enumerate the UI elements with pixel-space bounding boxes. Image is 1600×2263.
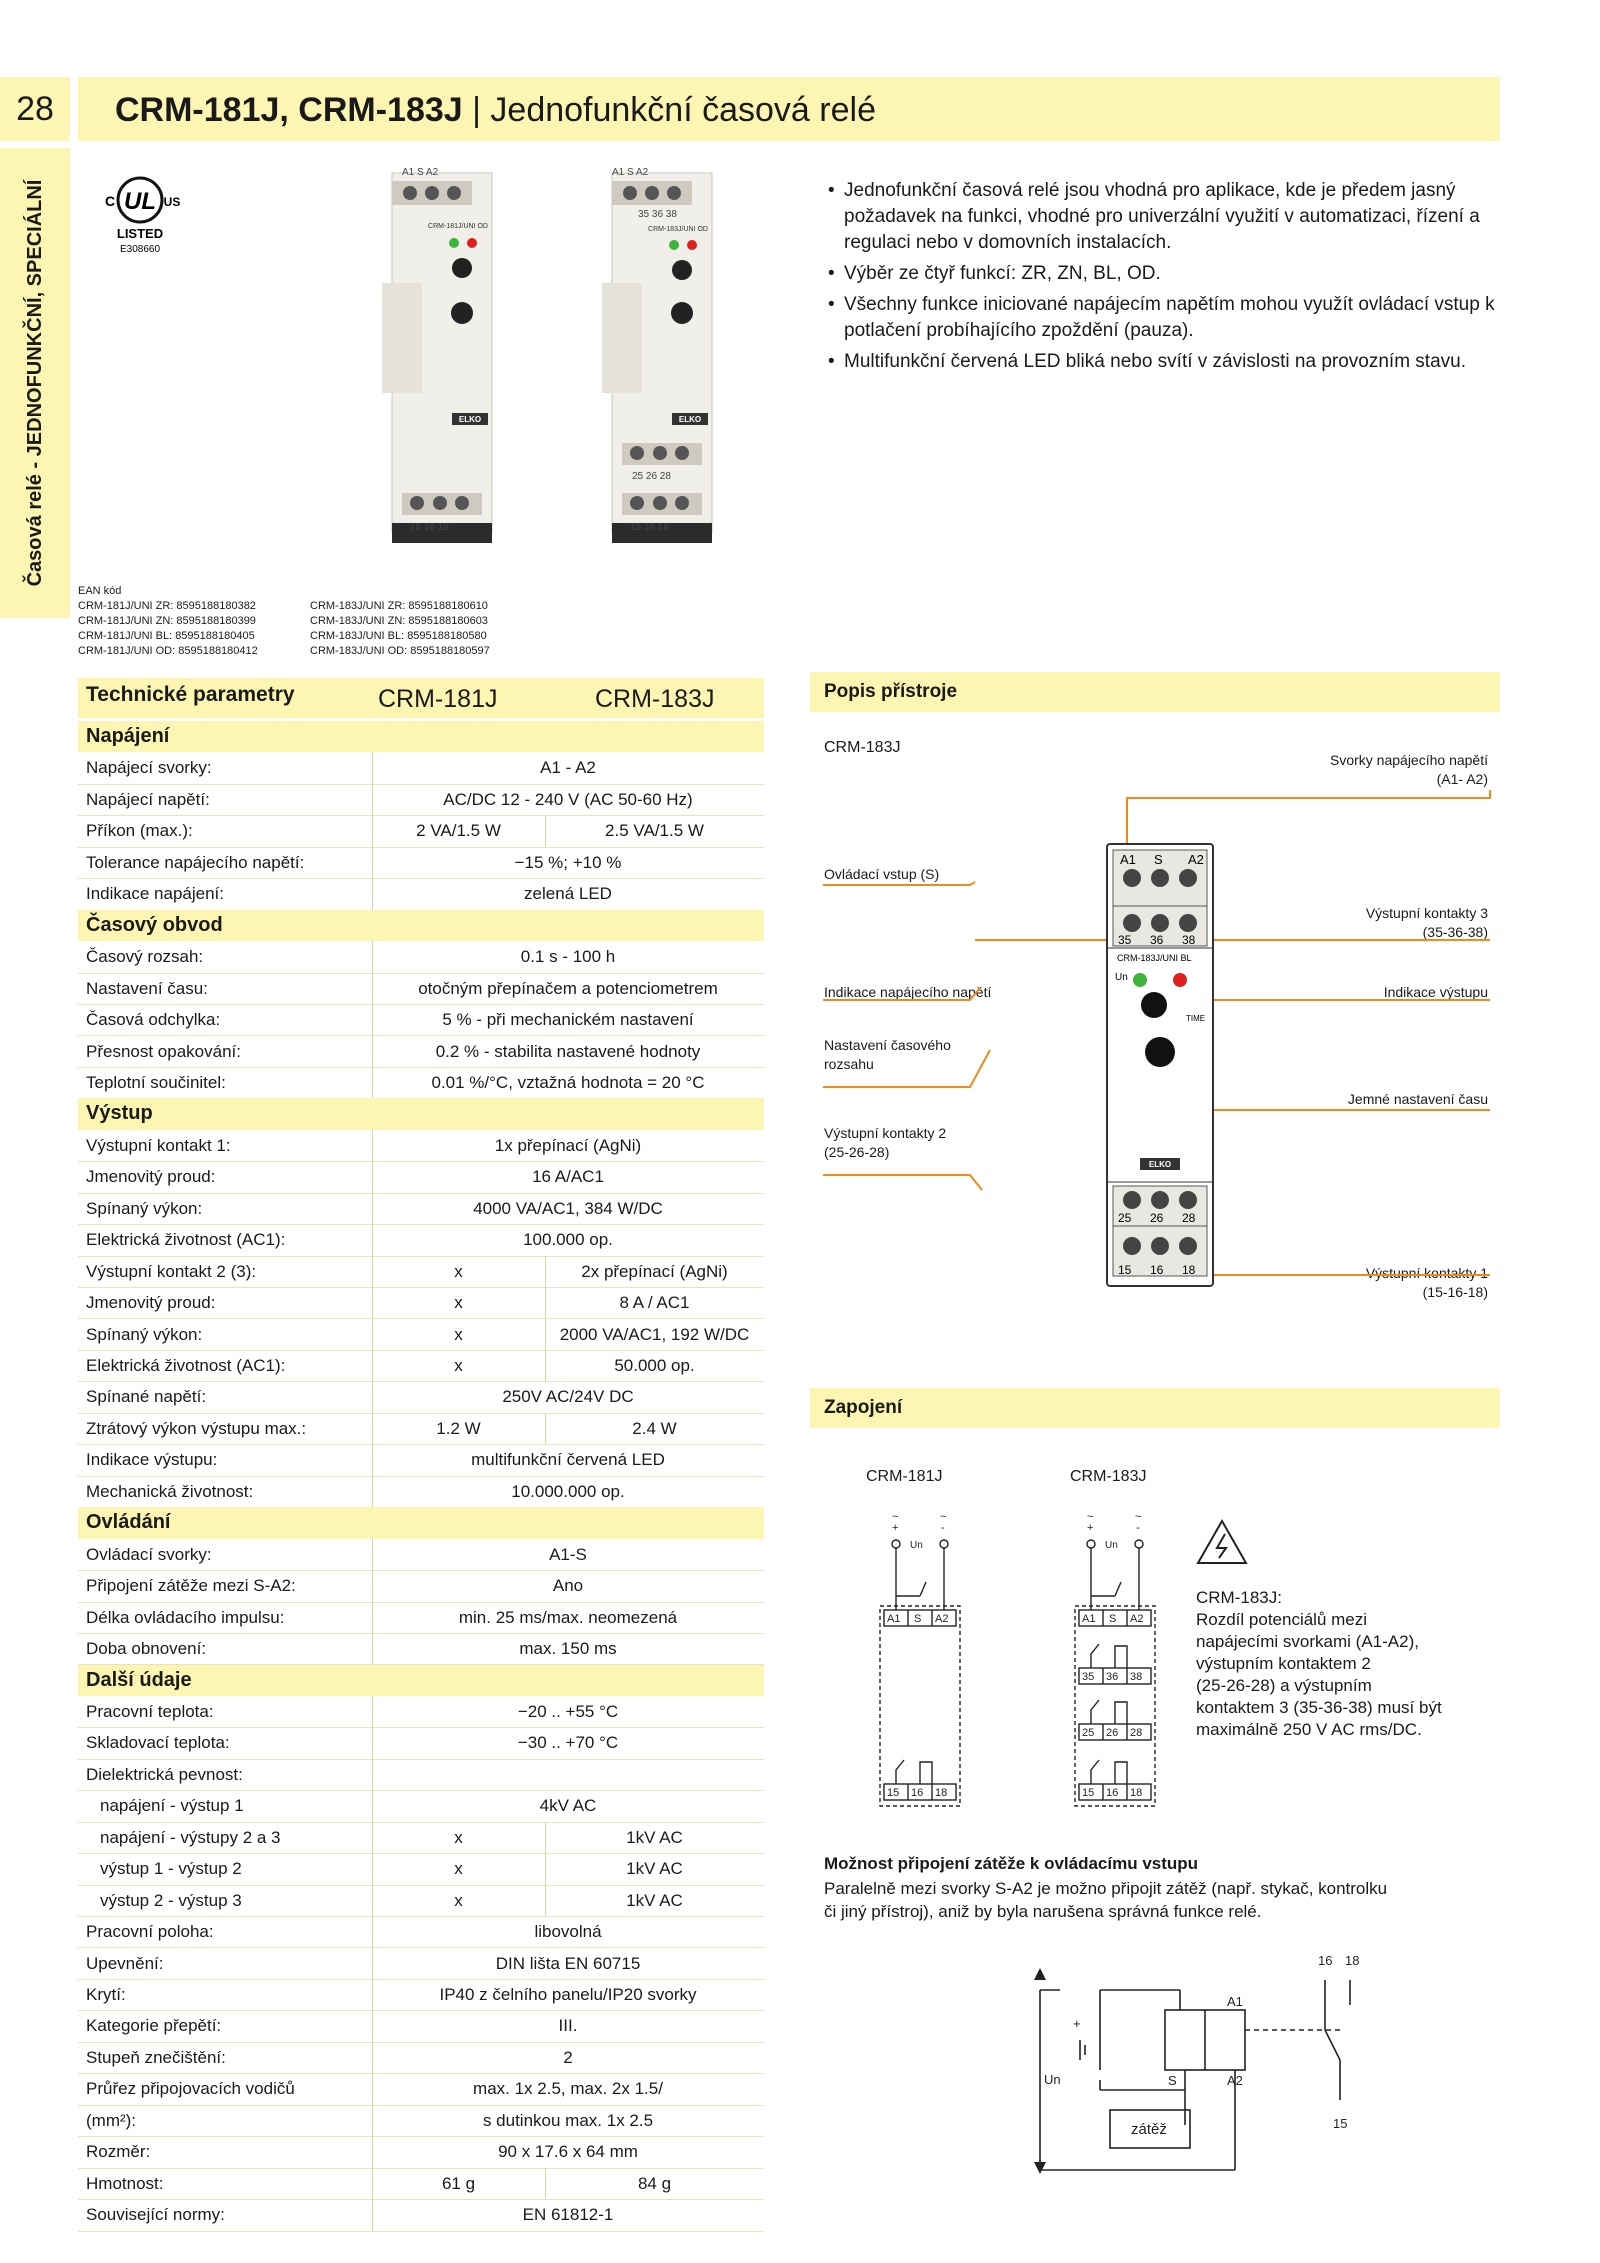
label-output-2: Výstupní kontakty 2: [824, 1125, 947, 1141]
tech-row-label: Kategorie přepětí:: [86, 2016, 222, 2036]
w183-25: 25: [1082, 1727, 1095, 1739]
tech-value-both: A1 - A2: [540, 758, 596, 778]
wiring-note-line: napájecími svorkami (A1-A2),: [1196, 1632, 1419, 1651]
tech-value-both: min. 25 ms/max. neomezená: [458, 1607, 678, 1627]
tech-row-label: Pracovní poloha:: [86, 1922, 214, 1942]
tech-value-both: IP40 z čelního panelu/IP20 svorky: [439, 1985, 697, 2004]
intro-bullet: • Výběr ze čtyř funkcí: ZR, ZN, BL, OD.: [828, 261, 1500, 287]
tech-value-both: 16 A/AC1: [532, 1167, 604, 1187]
tech-row: [78, 1948, 764, 1980]
tech-value-both: 90 x 17.6 x 64 mm: [498, 2142, 638, 2162]
sidebar-label: Časová relé - JEDNOFUNKČNÍ, SPECIÁLNÍ: [24, 179, 46, 587]
tech-row: [78, 1790, 764, 1822]
tech-row-label: Přesnost opakování:: [86, 1041, 241, 1061]
photo2-top-terminals-2: 35 36 38: [638, 209, 677, 220]
ld-16: 16: [1318, 1953, 1333, 1968]
tech-section-label: Další údaje: [86, 1668, 192, 1691]
tech-row-label: Jmenovitý proud:: [86, 1293, 216, 1313]
w183-16: 16: [1106, 1787, 1119, 1799]
tech-value-crm181j: 61 g: [441, 2173, 476, 2193]
tech-row: [78, 2105, 764, 2137]
ean-line: CRM-183J/UNI ZR: 8595188180610: [310, 600, 488, 612]
tech-value-both: s dutinkou max. 1x 2.5: [482, 2110, 654, 2130]
ld-18: 18: [1345, 1953, 1360, 1968]
tech-value-both: Ano: [552, 1576, 584, 1596]
ul-file: E308660: [119, 244, 161, 255]
tech-row: [78, 1539, 764, 1571]
tech-row: [78, 941, 764, 973]
tech-value-both: 4kV AC: [539, 1796, 597, 1816]
tech-row: [78, 973, 764, 1005]
w181-15: 15: [887, 1787, 900, 1799]
tech-row-label: Nastavení času:: [86, 978, 208, 998]
tech-value-both: zelená LED: [524, 884, 612, 904]
tech-col-crm181j: CRM-181J: [378, 685, 498, 713]
tech-row-label: Mechanická životnost:: [86, 1481, 254, 1501]
load-option-line: či jiný přístroj), aniž by byla narušena správná funkce relé.: [824, 1902, 1262, 1921]
terminal-36: 36: [1150, 933, 1164, 947]
tech-row: [78, 1130, 764, 1162]
tilde-181j-2: ~: [940, 1511, 947, 1523]
device-photo-crm181j: [362, 163, 502, 553]
terminal-25: 25: [1118, 1211, 1132, 1225]
tech-value-crm181j: x: [454, 1324, 463, 1344]
label-supply-led: Indikace napájecího napětí: [824, 984, 992, 1000]
tech-row: [78, 1224, 764, 1256]
tech-value-crm183j: 8 A / AC1: [619, 1293, 690, 1313]
tech-row-label: Indikace výstupu:: [86, 1450, 218, 1470]
tech-value-both: A1-S: [549, 1544, 587, 1564]
load-connection-diagram: [1020, 1950, 1380, 2180]
page-title: [115, 88, 876, 132]
tech-row-label: výstup 1 - výstup 2: [100, 1859, 242, 1879]
tech-value-crm183j: 1kV AC: [626, 1827, 683, 1847]
w183-26: 26: [1106, 1727, 1119, 1739]
un-181j: Un: [910, 1540, 923, 1551]
tech-value-both: 250V AC/24V DC: [502, 1387, 634, 1407]
ean-line: CRM-183J/UNI ZN: 8595188180603: [310, 615, 488, 627]
photo1-top-terminals: A1 S A2: [402, 167, 439, 178]
un-indicator-label: Un: [1115, 972, 1128, 983]
tech-row-label: Tolerance napájecího napětí:: [86, 852, 305, 872]
w183-35: 35: [1082, 1671, 1095, 1683]
tech-row: [78, 1287, 764, 1319]
terminal-16: 16: [1150, 1263, 1164, 1277]
tech-row: [78, 1444, 764, 1476]
tech-value-both: max. 1x 2.5, max. 2x 1.5/: [473, 2079, 663, 2099]
tech-row: [78, 1036, 764, 1068]
tech-row: [78, 752, 764, 784]
tech-value-both: III.: [558, 2016, 578, 2036]
tech-row: [78, 1822, 764, 1854]
w183-38: 38: [1130, 1671, 1143, 1683]
tech-section-header: [78, 721, 764, 752]
tech-value-both: otočným přepínačem a potenciometrem: [418, 978, 718, 998]
wiring-note-line: Rozdíl potenciálů mezi: [1196, 1610, 1368, 1629]
tech-value-both: 2: [563, 2047, 573, 2067]
load-option-title: Možnost připojení zátěže k ovládacímu vstupu: [824, 1854, 1199, 1873]
tech-value-crm181j: 1.2 W: [436, 1418, 481, 1438]
tech-row: [78, 2010, 764, 2042]
ean-column-183j: [310, 599, 490, 659]
tech-value-crm181j: x: [454, 1890, 463, 1910]
tech-row-label: Připojení zátěže mezi S-A2:: [86, 1576, 296, 1596]
tech-row-label: výstup 2 - výstup 3: [100, 1890, 242, 1910]
output-led-icon: [1173, 973, 1187, 987]
tech-row: [78, 1759, 764, 1791]
tech-row-label: Příkon (max.):: [86, 821, 193, 841]
ul-listed: LISTED: [116, 226, 164, 241]
tech-value-both: EN 61812-1: [522, 2205, 614, 2225]
tech-row: [78, 2199, 764, 2231]
ld-load: zátěž: [1131, 2121, 1167, 2138]
label-fine-setting: Jemné nastavení času: [1347, 1091, 1488, 1107]
tech-row-label: Jmenovitý proud:: [86, 1167, 216, 1187]
tech-row-label: Krytí:: [86, 1985, 126, 2004]
wiring-diagrams: [860, 1510, 1180, 1830]
tech-value-both: 0.1 s - 100 h: [520, 947, 616, 967]
tech-row-label: Spínaný výkon:: [86, 1198, 203, 1218]
tech-row: [78, 815, 764, 847]
range-dial-icon: [1141, 992, 1167, 1018]
photo2-brand: ELKO: [678, 415, 702, 424]
tech-value-crm181j: x: [454, 1293, 463, 1313]
tech-row-label: Časový rozsah:: [86, 947, 204, 967]
tech-row: [78, 1696, 764, 1728]
device-description-diagram: [810, 790, 1500, 1300]
wiring-title-181j: CRM-181J: [866, 1468, 943, 1485]
zapojeni-section-bar: [810, 1388, 1500, 1428]
label-output-1b: (15-16-18): [1422, 1284, 1488, 1300]
tech-row-label: Spínané napětí:: [86, 1387, 207, 1407]
intro-bullet: • Jednofunkční časová relé jsou vhodná pro aplikace, kde je předem jasný požadavek na funkci, vhodné pro univerzální využití v automatizaci, řízení a regulaci nebo v domovních instalacích.: [828, 178, 1500, 256]
tech-value-both: AC/DC 12 - 240 V (AC 50-60 Hz): [443, 789, 693, 809]
tech-row: [78, 1633, 764, 1665]
wiring-title-183j: CRM-183J: [1070, 1468, 1147, 1485]
tech-section-header: [78, 910, 764, 941]
photo1-brand: ELKO: [458, 415, 482, 424]
tech-col-crm183j: CRM-183J: [595, 685, 715, 713]
terminal-28: 28: [1182, 1211, 1196, 1225]
terminal-a2: A2: [1188, 852, 1204, 867]
ul-c: C: [104, 193, 116, 209]
tech-row-label: Ovládací svorky:: [86, 1544, 212, 1564]
tech-value-crm181j: x: [454, 1859, 463, 1879]
tech-value-crm181j: x: [454, 1261, 463, 1281]
tech-row-label: Indikace napájení:: [86, 884, 224, 904]
label-output-2b: (25-26-28): [824, 1144, 890, 1160]
terminal-15: 15: [1118, 1263, 1132, 1277]
ean-column-181j: [78, 599, 258, 659]
wiring-note-line: kontaktem 3 (35-36-38) musí být: [1196, 1698, 1442, 1717]
tech-value-both: 0.01 %/°C, vztažná hodnota = 20 °C: [431, 1072, 705, 1092]
tech-row-label: Ztrátový výkon výstupu max.:: [86, 1418, 307, 1438]
tech-row: [78, 1602, 764, 1634]
terminal-s: S: [1154, 852, 1163, 867]
tech-row: [78, 878, 764, 910]
time-label: TIME: [1186, 1014, 1206, 1023]
tech-row: [78, 1381, 764, 1413]
intro-bullet: • Multifunkční červená LED bliká nebo svítí v závislosti na provozním stavu.: [828, 349, 1500, 375]
w181-a1: A1: [887, 1613, 901, 1625]
tech-value-crm181j: x: [454, 1356, 463, 1375]
w181-a2: A2: [935, 1613, 949, 1625]
tech-value-both: libovolná: [534, 1922, 602, 1942]
tech-row-label: Elektrická životnost (AC1):: [86, 1356, 286, 1375]
terminal-a1: A1: [1120, 852, 1136, 867]
tech-row-label: Pracovní teplota:: [86, 1701, 214, 1721]
w183-36: 36: [1106, 1671, 1119, 1683]
tech-row-label: Výstupní kontakt 1:: [86, 1135, 231, 1155]
ean-line: CRM-181J/UNI BL: 8595188180405: [78, 630, 255, 642]
tech-row: [78, 1916, 764, 1948]
w181-18: 18: [935, 1787, 948, 1799]
minus-183j: -: [1136, 1522, 1140, 1534]
tech-row: [78, 1193, 764, 1225]
label-output-3: Výstupní kontakty 3: [1365, 905, 1488, 921]
tech-value-both: multifunkční červená LED: [471, 1450, 665, 1470]
tilde-183j-2: ~: [1135, 1511, 1142, 1523]
photo2-bottom-terminals: 15 16 18: [630, 522, 669, 533]
ean-line: CRM-183J/UNI BL: 8595188180580: [310, 630, 487, 642]
w183-a2: A2: [1130, 1613, 1144, 1625]
tech-row-label: napájení - výstupy 2 a 3: [100, 1827, 281, 1847]
tech-row-label: Výstupní kontakt 2 (3):: [86, 1261, 257, 1281]
ean-line: CRM-181J/UNI OD: 8595188180412: [78, 645, 258, 657]
tech-row: [78, 1067, 764, 1099]
popis-model: CRM-183J: [824, 739, 901, 756]
popis-title: Popis přístroje: [824, 681, 958, 702]
w183-28: 28: [1130, 1727, 1143, 1739]
tech-row: [78, 2136, 764, 2168]
intro-bullet-list: [828, 178, 1500, 380]
tech-row-label: Dielektrická pevnost:: [86, 1764, 243, 1784]
tech-row-label: Napájecí svorky:: [86, 758, 212, 778]
label-supply-terminals: Svorky napájecího napětí: [1330, 752, 1488, 768]
wiring-note-title: CRM-183J:: [1196, 1588, 1282, 1607]
tech-row: [78, 1413, 764, 1445]
w181-s: S: [914, 1613, 922, 1625]
tech-row: [78, 1570, 764, 1602]
wiring-note: [1196, 1587, 1496, 1741]
tech-value-crm181j: x: [454, 1827, 463, 1847]
label-output-led: Indikace výstupu: [1383, 984, 1488, 1000]
tech-value-crm183j: 2.4 W: [632, 1418, 677, 1438]
terminal-35: 35: [1118, 933, 1132, 947]
tech-row-label: Hmotnost:: [86, 2173, 164, 2193]
tech-row: [78, 1256, 764, 1288]
tech-value-both: 100.000 op.: [523, 1230, 613, 1250]
ean-title: EAN kód: [78, 585, 122, 597]
tech-value-both: DIN lišta EN 60715: [495, 1953, 641, 1973]
tech-row-label: Elektrická životnost (AC1):: [86, 1230, 286, 1250]
tech-value-both: 5 % - při mechanickém nastavení: [442, 1010, 694, 1030]
ld-a1: A1: [1227, 1994, 1243, 2009]
tech-row-label: Spínaný výkon:: [86, 1324, 203, 1344]
plus-183j: +: [1087, 1522, 1094, 1534]
tech-section-header: [78, 1507, 764, 1538]
tech-row-label: Skladovací teplota:: [86, 1733, 230, 1753]
device-name: CRM-183J/UNI BL: [1117, 953, 1192, 963]
tech-row: [78, 1727, 764, 1759]
photo1-label: CRM-181J/UNI OD: [428, 223, 488, 230]
ul-listed-logo: [80, 172, 200, 262]
tech-value-both: −30 .. +70 °C: [517, 1733, 619, 1753]
tech-table-title: Technické parametry: [86, 683, 295, 706]
tech-section-label: Napájení: [86, 725, 170, 747]
ld-15: 15: [1333, 2116, 1348, 2131]
fine-dial-icon: [1145, 1037, 1175, 1067]
tech-value-crm181j: 2 VA/1.5 W: [416, 821, 501, 841]
tech-row: [78, 1319, 764, 1351]
tech-row-label: (mm²):: [86, 2110, 137, 2130]
tech-row: [78, 2042, 764, 2074]
terminal-26: 26: [1150, 1211, 1164, 1225]
label-range-setting: Nastavení časového: [824, 1037, 951, 1053]
ld-s: S: [1168, 2073, 1177, 2088]
tech-row-label: Časová odchylka:: [86, 1010, 221, 1030]
tech-value-both: −15 %; +10 %: [514, 852, 622, 872]
tech-row: [78, 1161, 764, 1193]
tech-section-label: Výstup: [86, 1102, 153, 1125]
ean-line: CRM-183J/UNI OD: 8595188180597: [310, 645, 490, 657]
tech-row-label: Upevnění:: [86, 1953, 164, 1973]
wiring-note-line: výstupním kontaktem 2: [1196, 1654, 1371, 1673]
supply-led-icon: [1133, 973, 1147, 987]
tech-value-crm183j: 1kV AC: [626, 1890, 683, 1910]
photo2-bottom-terminals-2: 25 26 28: [632, 471, 671, 482]
page-number: 28: [0, 77, 70, 141]
ld-plus: +: [1073, 2016, 1081, 2031]
tech-row: [78, 784, 764, 816]
load-option-text: [824, 1877, 1387, 1923]
ld-un: Un: [1044, 2072, 1061, 2087]
tech-value-crm183j: 2.5 VA/1.5 W: [605, 821, 704, 841]
tech-row: [78, 1885, 764, 1917]
tech-row-label: Doba obnovení:: [86, 1639, 207, 1659]
tech-row: [78, 1350, 764, 1382]
minus-181j: -: [941, 1522, 945, 1534]
tech-section-label: Ovládání: [86, 1511, 171, 1534]
device-photo-crm183j: [582, 163, 722, 553]
photo1-bottom-terminals: 15 16 18: [410, 522, 449, 533]
label-range-setting-2: rozsahu: [824, 1056, 874, 1072]
zapojeni-title: Zapojení: [824, 1397, 903, 1418]
w183-18: 18: [1130, 1787, 1143, 1799]
tech-section-header: [78, 1665, 764, 1696]
tech-row-label: napájení - výstup 1: [100, 1796, 244, 1816]
label-output-3b: (35-36-38): [1422, 924, 1488, 940]
tech-value-crm183j: 50.000 op.: [614, 1356, 695, 1375]
tech-row-label: Délka ovládacího impulsu:: [86, 1607, 285, 1627]
tech-row: [78, 2073, 764, 2105]
ul-mark: UL: [124, 188, 156, 215]
tech-row: [78, 847, 764, 879]
device-brand: ELKO: [1148, 1160, 1172, 1169]
w183-a1: A1: [1082, 1613, 1096, 1625]
tech-row: [78, 1004, 764, 1036]
tech-value-crm183j: 1kV AC: [626, 1859, 683, 1879]
ul-us: US: [163, 195, 181, 209]
un-183j: Un: [1105, 1540, 1118, 1551]
tech-value-crm183j: 84 g: [637, 2173, 672, 2193]
photo2-top-terminals: A1 S A2: [612, 167, 649, 178]
tech-section-label: Časový obvod: [86, 913, 223, 936]
tech-row-label: Napájecí napětí:: [86, 789, 210, 809]
tech-value-crm183j: 2000 VA/AC1, 192 W/DC: [559, 1324, 750, 1344]
tech-section-header: [78, 1098, 764, 1129]
photo2-label: CRM-183J/UNI OD: [648, 226, 708, 233]
intro-bullet: • Všechny funkce iniciované napájecím napětím mohou využít ovládací vstup k potlačení probíhajícího zpoždění (pauza).: [828, 292, 1500, 344]
plus-181j: +: [892, 1522, 899, 1534]
ean-line: CRM-181J/UNI ZR: 8595188180382: [78, 600, 256, 612]
w183-s: S: [1109, 1613, 1117, 1625]
tilde-181j-1: ~: [892, 1511, 899, 1523]
tech-value-both: −20 .. +55 °C: [517, 1701, 619, 1721]
tech-row-label: Teplotní součinitel:: [86, 1072, 226, 1092]
terminal-38: 38: [1182, 933, 1196, 947]
label-supply-terminals-2: (A1- A2): [1436, 771, 1488, 787]
wiring-note-line: maximálně 250 V AC rms/DC.: [1196, 1720, 1422, 1739]
load-option-line: Paralelně mezi svorky S-A2 je možno připojit zátěž (např. stykač, kontrolku: [824, 1879, 1388, 1898]
tech-value-both: 10.000.000 op.: [511, 1481, 625, 1501]
tech-row: [78, 2168, 764, 2200]
tech-row-label: Související normy:: [86, 2205, 225, 2225]
tech-value-both: 4000 VA/AC1, 384 W/DC: [473, 1198, 663, 1218]
tech-row-label: Průřez připojovacích vodičů: [86, 2079, 295, 2099]
tech-row: [78, 1476, 764, 1508]
tech-row-label: Stupeň znečištění:: [86, 2047, 226, 2067]
tech-value-both: max. 150 ms: [519, 1639, 617, 1659]
terminal-18: 18: [1182, 1263, 1196, 1277]
tech-row: [78, 1853, 764, 1885]
ean-line: CRM-181J/UNI ZN: 8595188180399: [78, 615, 256, 627]
w183-15: 15: [1082, 1787, 1095, 1799]
warning-triangle-icon: [1195, 1518, 1249, 1566]
tech-value-crm183j: 2x přepínací (AgNi): [581, 1261, 728, 1281]
tech-row: [78, 1979, 764, 2011]
w181-16: 16: [911, 1787, 924, 1799]
title-separator: |: [462, 91, 491, 129]
wiring-note-line: (25-26-28) a výstupním: [1196, 1676, 1372, 1695]
ld-a2: A2: [1227, 2073, 1243, 2088]
title-bold: CRM-181J, CRM-183J: [115, 91, 463, 129]
label-control-input: Ovládací vstup (S): [824, 866, 940, 882]
tech-value-both: 1x přepínací (AgNi): [494, 1135, 642, 1155]
tech-row-label: Rozměr:: [86, 2142, 151, 2162]
tech-value-both: 0.2 % - stabilita nastavené hodnoty: [435, 1041, 701, 1061]
title-rest: Jednofunkční časová relé: [490, 91, 876, 129]
tilde-183j-1: ~: [1087, 1511, 1094, 1523]
label-output-1: Výstupní kontakty 1: [1365, 1265, 1488, 1281]
